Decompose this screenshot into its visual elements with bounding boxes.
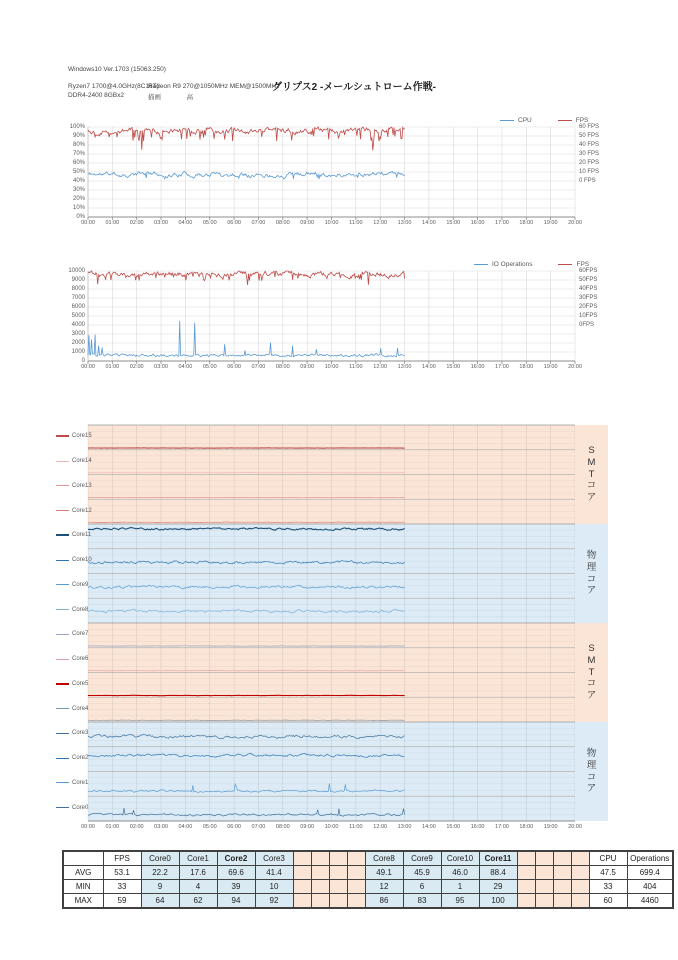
row-label: MAX — [63, 894, 103, 909]
core-section-label-physical — [575, 722, 608, 821]
core8-line-swatch-icon — [56, 609, 69, 610]
y-right-tick: 50 FPS — [579, 133, 600, 139]
core1-line-swatch-icon — [56, 782, 69, 783]
x-axis-tick: 11:00 — [349, 220, 363, 226]
core3-line-swatch-icon — [56, 733, 69, 734]
section-label-char: M — [587, 654, 596, 666]
core6-line-swatch-icon — [56, 659, 69, 660]
col-header-blank — [63, 851, 103, 866]
section-label-char: 物 — [586, 747, 597, 759]
section-label-char: T — [588, 666, 595, 678]
col-header-blank — [571, 851, 589, 866]
fps-series — [88, 271, 405, 285]
core12-series — [88, 522, 405, 523]
x-axis-tick: 01:00 — [105, 220, 120, 226]
core4-line-swatch-icon — [56, 708, 69, 709]
col-header-blank — [329, 851, 347, 866]
stat-cell: 60 — [589, 894, 627, 909]
stat-cell — [347, 866, 365, 880]
table-header-row — [63, 851, 673, 866]
section-label-char: コ — [586, 678, 597, 690]
stat-cell: 59 — [103, 894, 141, 909]
quality-label: 描画 — [148, 94, 161, 101]
x-axis-tick: 03:00 — [154, 364, 168, 370]
stat-cell: 83 — [403, 894, 441, 909]
y-right-tick: 60FPS — [579, 268, 598, 274]
stat-cell: 92 — [255, 894, 293, 909]
core-label-core11 — [56, 532, 91, 538]
core10-line-swatch-icon — [56, 560, 69, 561]
core-label-text: Core8 — [72, 606, 89, 613]
y-right-tick: 10 FPS — [579, 169, 600, 175]
core15-line-swatch-icon — [56, 435, 69, 437]
section-label-char: コ — [586, 573, 597, 585]
y-axis-tick: 9000 — [71, 277, 85, 283]
x-axis-tick: 07:00 — [251, 220, 266, 226]
core-label-text: Core2 — [72, 755, 89, 762]
x-axis-tick: 00:00 — [81, 824, 95, 830]
x-axis-tick: 16:00 — [470, 364, 485, 370]
stat-cell: 9 — [141, 880, 179, 894]
core0-line-swatch-icon — [56, 807, 69, 808]
stat-cell: 47.5 — [589, 866, 627, 880]
stat-cell: 6 — [403, 880, 441, 894]
io-fps-chart — [88, 271, 575, 361]
y-axis-tick: 8000 — [71, 286, 85, 292]
y-right-tick: 30 FPS — [579, 151, 600, 157]
x-axis-tick: 06:00 — [227, 824, 241, 830]
col-header-core1: Core1 — [179, 851, 217, 866]
stat-cell — [553, 894, 571, 909]
core-label-core10 — [56, 557, 92, 563]
legend-item-io — [474, 261, 532, 268]
core-label-text: Core4 — [72, 705, 89, 712]
stat-cell: 4 — [179, 880, 217, 894]
x-axis-tick: 20:00 — [568, 824, 582, 830]
legend-label: IO Operations — [492, 261, 533, 268]
stat-cell — [293, 866, 311, 880]
y-axis-tick: 0 — [81, 358, 85, 364]
x-axis-tick: 12:00 — [373, 364, 388, 370]
col-header-operations: Operations — [627, 851, 673, 866]
x-axis-tick: 19:00 — [543, 364, 558, 370]
y-axis-tick: 30% — [72, 187, 85, 193]
col-header-blank — [347, 851, 365, 866]
section-label-char: ア — [586, 585, 597, 597]
legend-label: FPS — [575, 117, 589, 124]
core7-line-swatch-icon — [56, 634, 69, 635]
x-axis-tick: 03:00 — [154, 824, 168, 830]
table-row-avg — [63, 866, 673, 880]
core5-line-swatch-icon — [56, 683, 69, 685]
y-axis-tick: 6000 — [71, 304, 85, 310]
x-axis-tick: 02:00 — [129, 824, 144, 830]
core-label-core15 — [56, 433, 92, 439]
y-right-tick: 40 FPS — [579, 142, 600, 148]
x-axis-tick: 08:00 — [275, 364, 290, 370]
x-axis-tick: 04:00 — [178, 220, 193, 226]
col-header-core8: Core8 — [365, 851, 403, 866]
cpu-spec-text: Ryzen7 1700@4.0GHz(8C16T) — [68, 83, 159, 90]
stat-cell: 53.1 — [103, 866, 141, 880]
x-axis-tick: 15:00 — [446, 220, 461, 226]
stat-cell — [571, 880, 589, 894]
stat-cell: 94 — [217, 894, 255, 909]
col-header-core10: Core10 — [441, 851, 479, 866]
x-axis-tick: 17:00 — [495, 220, 509, 226]
quality-value: 高 — [186, 94, 194, 101]
section-label-char: ア — [586, 492, 597, 504]
y-axis-tick: 7000 — [71, 295, 85, 301]
y-axis-tick: 2000 — [71, 340, 85, 346]
col-header-core3: Core3 — [255, 851, 293, 866]
fps-line-swatch-icon — [558, 264, 572, 265]
stat-cell: 69.6 — [217, 866, 255, 880]
x-axis-tick: 14:00 — [422, 220, 436, 226]
x-axis-tick: 09:00 — [300, 824, 315, 830]
stat-cell: 41.4 — [255, 866, 293, 880]
stat-cell — [293, 880, 311, 894]
core13-line-swatch-icon — [56, 485, 69, 486]
x-axis-tick: 16:00 — [470, 824, 485, 830]
y-right-tick: 10FPS — [579, 313, 598, 319]
core-label-core0 — [56, 805, 88, 811]
stat-cell: 64 — [141, 894, 179, 909]
stat-cell — [553, 866, 571, 880]
x-axis-tick: 15:00 — [446, 364, 461, 370]
stat-cell — [347, 880, 365, 894]
col-header-core0: Core0 — [141, 851, 179, 866]
core-section-label-smt — [575, 425, 608, 524]
y-right-tick: 0 FPS — [579, 178, 596, 184]
stats-table — [62, 850, 674, 909]
core-label-text: Core5 — [72, 680, 89, 687]
x-axis-tick: 06:00 — [227, 220, 241, 226]
stat-cell — [517, 880, 535, 894]
y-axis-tick: 1000 — [71, 349, 85, 355]
row-label: AVG — [63, 866, 103, 880]
x-axis-tick: 00:00 — [81, 364, 95, 370]
stat-cell — [311, 880, 329, 894]
legend-label: FPS — [576, 261, 590, 268]
stat-cell: 404 — [627, 880, 673, 894]
section-label-char: コ — [586, 771, 597, 783]
col-header-blank — [553, 851, 571, 866]
stat-cell: 46.0 — [441, 866, 479, 880]
core-label-text: Core15 — [72, 433, 92, 440]
core-label-core8 — [56, 607, 88, 613]
section-label-char: ア — [586, 690, 597, 702]
y-right-tick: 20FPS — [579, 304, 598, 310]
quality-setting — [148, 92, 193, 101]
col-header-core9: Core9 — [403, 851, 441, 866]
cpu-series — [88, 171, 405, 179]
x-axis-tick: 04:00 — [178, 824, 193, 830]
x-axis-tick: 13:00 — [397, 220, 412, 226]
y-axis-tick: 10% — [72, 205, 85, 211]
stat-cell — [553, 880, 571, 894]
y-axis-tick: 70% — [72, 151, 85, 157]
col-header-blank — [535, 851, 553, 866]
stat-cell: 95 — [441, 894, 479, 909]
cpu-fps-legend — [500, 117, 588, 124]
x-axis-tick: 04:00 — [178, 364, 193, 370]
y-right-tick: 40FPS — [579, 286, 598, 292]
x-axis-tick: 20:00 — [568, 364, 582, 370]
stat-cell — [517, 894, 535, 909]
stat-cell: 86 — [365, 894, 403, 909]
stat-cell: 88.4 — [479, 866, 517, 880]
x-axis-tick: 14:00 — [422, 824, 436, 830]
x-axis-tick: 13:00 — [397, 824, 412, 830]
col-header-fps: FPS — [103, 851, 141, 866]
stat-cell — [517, 866, 535, 880]
x-axis-tick: 10:00 — [324, 824, 339, 830]
x-axis-tick: 09:00 — [300, 364, 315, 370]
x-axis-tick: 10:00 — [324, 364, 339, 370]
core-label-text: Core9 — [72, 581, 89, 588]
section-label-char: 理 — [586, 561, 597, 573]
x-axis-tick: 00:00 — [81, 220, 95, 226]
os-version-text: Windows10 Ver.1703 (15063.250) — [68, 66, 166, 73]
x-axis-tick: 06:00 — [227, 364, 241, 370]
x-axis-tick: 15:00 — [446, 824, 461, 830]
legend-label: CPU — [518, 117, 532, 124]
stat-cell — [329, 866, 347, 880]
core-label-core12 — [56, 508, 92, 514]
stat-cell: 10 — [255, 880, 293, 894]
cpu-fps-chart — [88, 127, 575, 217]
core-label-text: Core3 — [72, 730, 89, 737]
x-axis-tick: 02:00 — [129, 220, 144, 226]
stat-cell: 45.9 — [403, 866, 441, 880]
core5-series — [88, 695, 405, 696]
y-axis-tick: 60% — [72, 160, 85, 166]
y-axis-tick: 5000 — [71, 313, 85, 319]
x-axis-tick: 17:00 — [495, 824, 509, 830]
core-label-text: Core14 — [72, 458, 92, 465]
stat-cell — [571, 894, 589, 909]
x-axis-tick: 13:00 — [397, 364, 412, 370]
stat-cell — [311, 894, 329, 909]
stat-cell: 699.4 — [627, 866, 673, 880]
y-axis-tick: 20% — [72, 196, 85, 202]
core-label-core6 — [56, 656, 88, 662]
y-axis-tick: 40% — [72, 178, 85, 184]
core-label-core5 — [56, 681, 88, 687]
table-row-max — [63, 894, 673, 909]
col-header-core2: Core2 — [217, 851, 255, 866]
stat-cell: 33 — [589, 880, 627, 894]
per-core-usage-chart — [88, 425, 575, 821]
page-title: グリプス2 -メールシュトローム作戦- — [272, 82, 436, 93]
stat-cell — [293, 894, 311, 909]
cpu-line-swatch-icon — [500, 120, 514, 121]
y-axis-tick: 100% — [69, 124, 85, 130]
stat-cell: 39 — [217, 880, 255, 894]
legend-item-cpu — [500, 117, 532, 124]
x-axis-tick: 14:00 — [422, 364, 436, 370]
y-axis-tick: 0% — [76, 214, 85, 220]
x-axis-tick: 18:00 — [519, 364, 534, 370]
x-axis-tick: 09:00 — [300, 220, 315, 226]
core-label-text: Core1 — [72, 779, 89, 786]
x-axis-tick: 12:00 — [373, 220, 388, 226]
stat-cell — [535, 866, 553, 880]
col-header-blank — [293, 851, 311, 866]
stat-cell — [535, 880, 553, 894]
y-axis-tick: 50% — [72, 169, 85, 175]
y-axis-tick: 80% — [72, 142, 85, 148]
y-axis-tick: 4000 — [71, 322, 85, 328]
core-label-text: Core10 — [72, 557, 92, 564]
stat-cell: 4460 — [627, 894, 673, 909]
stat-cell — [347, 894, 365, 909]
col-header-blank — [517, 851, 535, 866]
x-axis-tick: 11:00 — [349, 364, 363, 370]
stat-cell — [535, 894, 553, 909]
y-axis-tick: 10000 — [68, 268, 85, 274]
io-line-swatch-icon — [474, 264, 488, 265]
x-axis-tick: 01:00 — [105, 364, 120, 370]
y-right-tick: 50FPS — [579, 277, 598, 283]
core-section-label-smt — [575, 623, 608, 722]
core-section-label-physical — [575, 524, 608, 623]
stat-cell: 29 — [479, 880, 517, 894]
x-axis-tick: 19:00 — [543, 824, 558, 830]
core14-line-swatch-icon — [56, 461, 69, 462]
col-header-cpu: CPU — [589, 851, 627, 866]
section-label-char: S — [588, 642, 595, 654]
fps-line-swatch-icon — [558, 120, 572, 121]
stat-cell: 1 — [441, 880, 479, 894]
core-label-text: Core11 — [72, 532, 92, 539]
core-label-text: Core13 — [72, 482, 92, 489]
y-right-tick: 20 FPS — [579, 160, 600, 166]
x-axis-tick: 20:00 — [568, 220, 582, 226]
stat-cell — [329, 880, 347, 894]
core12-line-swatch-icon — [56, 510, 69, 511]
section-label-char: ア — [586, 783, 597, 795]
x-axis-tick: 01:00 — [105, 824, 120, 830]
io-operations-series — [88, 321, 405, 357]
core-label-core1 — [56, 780, 88, 786]
stat-cell — [311, 866, 329, 880]
x-axis-tick: 07:00 — [251, 364, 266, 370]
core-label-core7 — [56, 631, 88, 637]
x-axis-tick: 12:00 — [373, 824, 388, 830]
core-label-core9 — [56, 582, 88, 588]
y-axis-tick: 3000 — [71, 331, 85, 337]
core-label-core2 — [56, 755, 88, 761]
stat-cell: 49.1 — [365, 866, 403, 880]
section-label-char: T — [588, 468, 595, 480]
legend-item-fps — [558, 117, 589, 124]
core-label-core3 — [56, 730, 88, 736]
stat-cell: 62 — [179, 894, 217, 909]
core2-line-swatch-icon — [56, 758, 69, 759]
stat-cell: 33 — [103, 880, 141, 894]
x-axis-tick: 10:00 — [324, 220, 339, 226]
core-label-core4 — [56, 706, 88, 712]
stat-cell: 100 — [479, 894, 517, 909]
section-label-char: S — [588, 444, 595, 456]
x-axis-tick: 03:00 — [154, 220, 168, 226]
x-axis-tick: 16:00 — [470, 220, 485, 226]
core-label-text: Core7 — [72, 631, 89, 638]
x-axis-tick: 18:00 — [519, 824, 534, 830]
core-label-text: Core0 — [72, 804, 89, 811]
core-label-core14 — [56, 458, 92, 464]
core4-series — [88, 720, 405, 721]
x-axis-tick: 11:00 — [349, 824, 363, 830]
x-axis-tick: 05:00 — [202, 220, 217, 226]
stat-cell: 22.2 — [141, 866, 179, 880]
y-right-tick: 0FPS — [579, 322, 595, 328]
core13-series — [88, 497, 405, 498]
y-axis-tick: 90% — [72, 133, 85, 139]
ram-spec-text: DDR4-2400 8GBx2 — [68, 92, 124, 99]
x-axis-tick: 07:00 — [251, 824, 266, 830]
x-axis-tick: 05:00 — [202, 364, 217, 370]
section-label-char: コ — [586, 480, 597, 492]
stat-cell — [571, 866, 589, 880]
core-label-core13 — [56, 483, 92, 489]
x-axis-tick: 05:00 — [202, 824, 217, 830]
legend-item-fps2 — [558, 261, 589, 268]
col-header-blank — [311, 851, 329, 866]
stat-cell — [329, 894, 347, 909]
x-axis-tick: 08:00 — [275, 824, 290, 830]
x-axis-tick: 02:00 — [129, 364, 144, 370]
io-fps-legend — [474, 261, 589, 268]
core9-line-swatch-icon — [56, 584, 69, 585]
y-right-tick: 60 FPS — [579, 124, 600, 130]
x-axis-tick: 19:00 — [543, 220, 558, 226]
core11-line-swatch-icon — [56, 534, 69, 536]
section-label-char: 物 — [586, 549, 597, 561]
y-right-tick: 30FPS — [579, 295, 598, 301]
core14-series — [88, 473, 405, 474]
row-label: MIN — [63, 880, 103, 894]
fps-series — [88, 127, 405, 150]
stat-cell: 12 — [365, 880, 403, 894]
x-axis-tick: 18:00 — [519, 220, 534, 226]
section-label-char: M — [587, 456, 596, 468]
gpu-spec-text: Radeon R9 270@1050MHz MEM@1500MHz — [148, 83, 280, 90]
section-label-char: 理 — [586, 759, 597, 771]
col-header-core11: Core11 — [479, 851, 517, 866]
x-axis-tick: 17:00 — [495, 364, 509, 370]
stat-cell: 17.6 — [179, 866, 217, 880]
table-row-min — [63, 880, 673, 894]
x-axis-tick: 08:00 — [275, 220, 290, 226]
core-label-text: Core6 — [72, 656, 89, 663]
core-label-text: Core12 — [72, 507, 92, 514]
